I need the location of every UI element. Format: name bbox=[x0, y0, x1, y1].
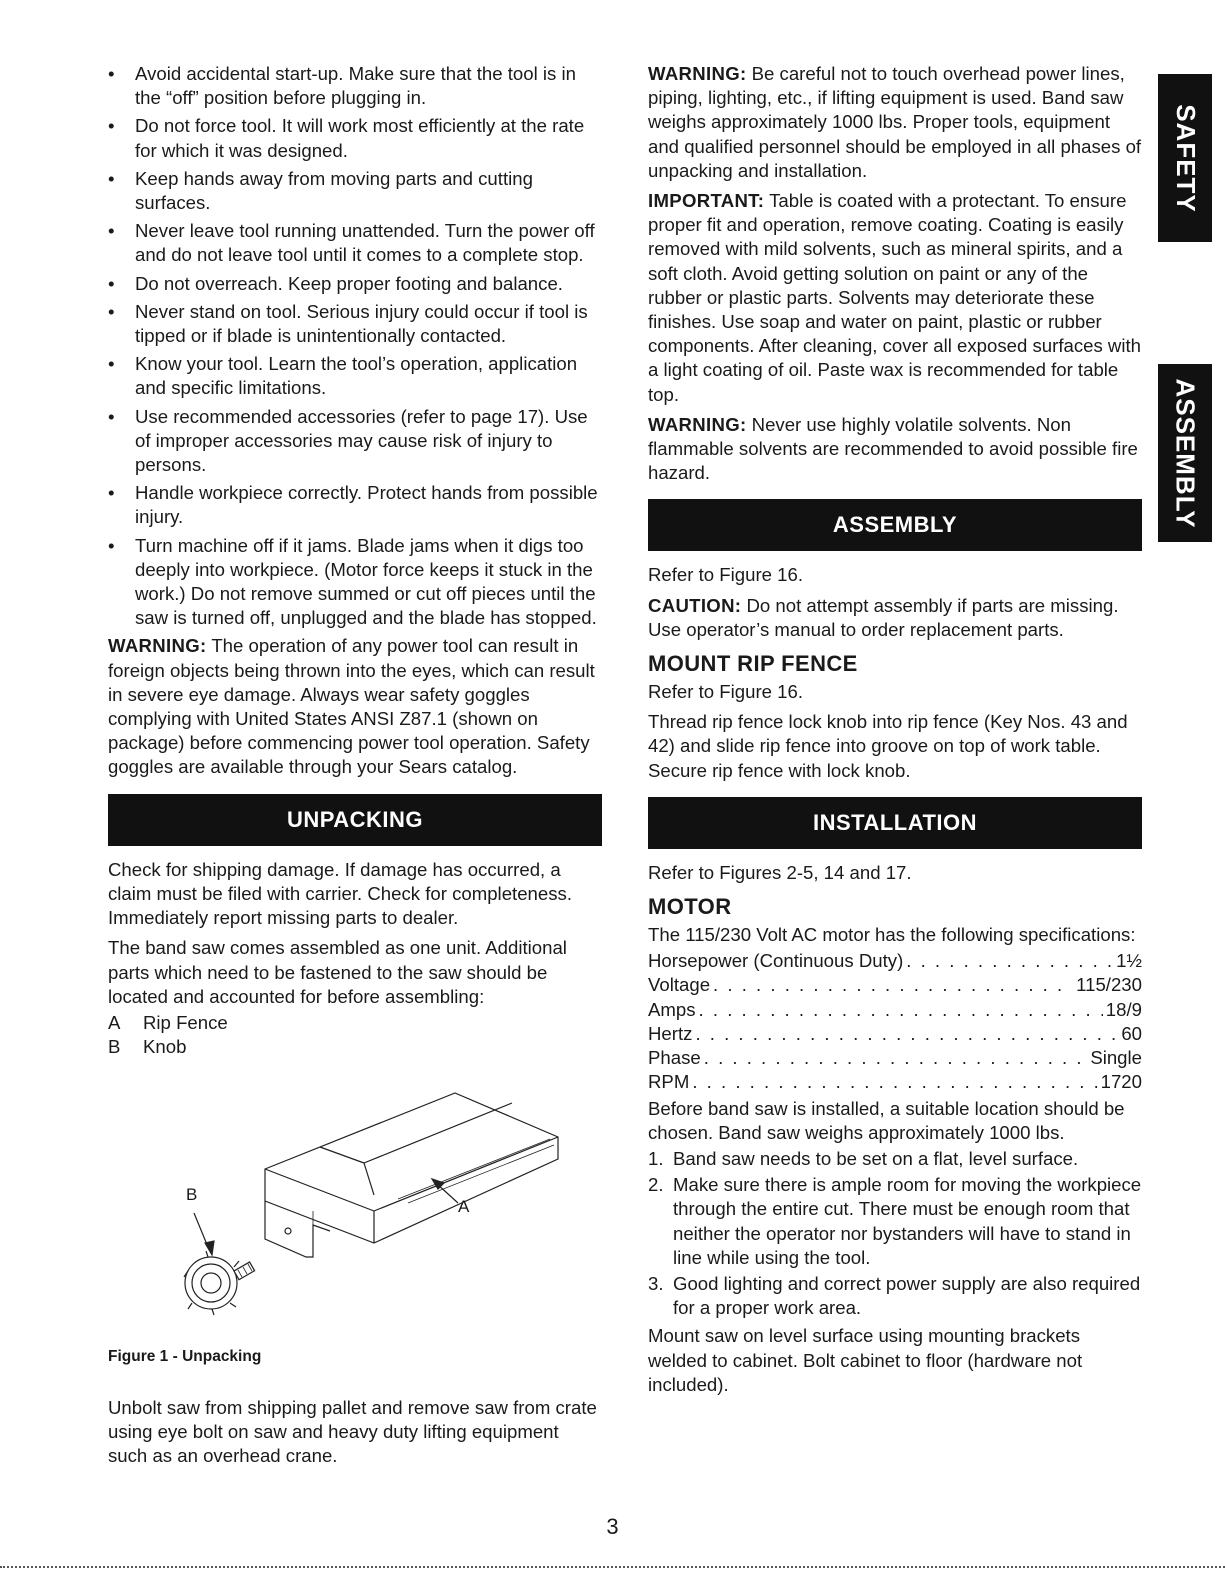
installation-banner: INSTALLATION bbox=[648, 797, 1142, 849]
spec-label: RPM bbox=[648, 1071, 690, 1093]
parts-list bbox=[108, 1011, 602, 1059]
warning-text: The operation of any power tool can result in foreign objects being thrown into the eyes, which can result in severe eye damage. Always wear safety goggles complying with United States ANSI Z87.1 (shown on package) before commencing power tool operation. Safety goggles are available through your Sears catalog. bbox=[108, 635, 595, 778]
step-number: 2. bbox=[648, 1174, 664, 1196]
warning-label: WARNING: bbox=[648, 63, 747, 84]
part-name: Rip Fence bbox=[143, 1011, 228, 1033]
warning-text: Never use highly volatile solvents. Non flammable solvents are recommended to avoid possible fire hazard. bbox=[648, 413, 1138, 484]
list-item bbox=[648, 1147, 1142, 1171]
side-tab-label: ASSEMBLY bbox=[1170, 377, 1201, 529]
list-item bbox=[648, 1173, 1142, 1270]
side-tab-label: SAFETY bbox=[1170, 103, 1201, 213]
installation-reference: Refer to Figures 2-5, 14 and 17. bbox=[648, 861, 912, 883]
callout-b: B bbox=[186, 1185, 198, 1205]
step-text: Make sure there is ample room for moving the workpiece through the entire cut. There must be enough room that neither the operator nor bystanders will have to stand in line while using the tool. bbox=[673, 1174, 1142, 1268]
caution-text: Do not attempt assembly if parts are missing. Use operator’s manual to order replacement parts. bbox=[648, 594, 1119, 640]
spec-row bbox=[648, 1046, 1142, 1070]
callout-a: A bbox=[458, 1197, 470, 1217]
spec-row bbox=[648, 1022, 1142, 1046]
list-item: • Keep hands away from moving parts and cutting surfaces. bbox=[108, 167, 602, 215]
spec-value: 1720 bbox=[1100, 1071, 1142, 1093]
important-paragraph bbox=[648, 189, 1142, 407]
spec-value: 60 bbox=[1121, 1022, 1142, 1044]
unbolt-paragraph: Unbolt saw from shipping pallet and remove saw from crate using eye bolt on saw and heavy duty lifting equipment such as an overhead crane. bbox=[108, 1396, 597, 1466]
unpacking-paragraph: Check for shipping damage. If damage has occurred, a claim must be filed with carrier. Check for completeness. Immediately report missing parts to dealer. bbox=[108, 858, 572, 929]
spec-value: 1½ bbox=[1116, 950, 1142, 972]
spec-row bbox=[648, 998, 1142, 1022]
step-text: Band saw needs to be set on a flat, level surface. bbox=[673, 1147, 1079, 1169]
unpacking-paragraph-2: The band saw comes assembled as one unit. Additional parts which need to be fastened to the saw should be located and accounted for before assembling: bbox=[108, 937, 567, 1007]
step-text: Good lighting and correct power supply are also required for a proper work area. bbox=[673, 1272, 1141, 1319]
important-text: Table is coated with a protectant. To ensure proper fit and operation, remove coating. Coating is easily removed with mild solvents, such as mineral spirits, and a soft cloth. Avoid getting solution on paint or any of the rubber or plastic parts. Solvents may deteriorate these finishes. Use soap and water on paint, plastic or rubber components. After cleaning, cover all exposed surfaces with a light coating of oil. Paste wax is recommended for table top. bbox=[648, 190, 1141, 405]
mount-saw-paragraph: Mount saw on level surface using mounting brackets welded to cabinet. Bolt cabinet to floor (hardware not included). bbox=[648, 1325, 1083, 1395]
page-number: 3 bbox=[606, 1514, 619, 1539]
spec-label: Horsepower (Continuous Duty) bbox=[648, 950, 904, 972]
list-item: • Do not force tool. It will work most efficiently at the rate for which it was designed. bbox=[108, 114, 602, 162]
page-bottom-divider bbox=[0, 1566, 1225, 1568]
spec-row bbox=[648, 973, 1142, 997]
motor-specs bbox=[648, 949, 1142, 1094]
list-item bbox=[108, 1011, 602, 1035]
spec-label: Phase bbox=[648, 1047, 701, 1069]
spec-label: Hertz bbox=[648, 1022, 693, 1044]
list-item: • Use recommended accessories (refer to page 17). Use of improper accessories may cause risk of injury to persons. bbox=[108, 405, 602, 478]
leader-dots bbox=[695, 1022, 1118, 1046]
knob-icon bbox=[184, 1251, 255, 1315]
leader-dots bbox=[713, 973, 1073, 997]
part-name: Knob bbox=[143, 1036, 187, 1058]
list-item: • Never stand on tool. Serious injury could occur if tool is tipped or if blade is unintentionally contacted. bbox=[108, 300, 602, 348]
warning-label: WARNING: bbox=[108, 635, 207, 657]
caution-paragraph bbox=[648, 594, 1142, 642]
important-label: IMPORTANT: bbox=[648, 190, 765, 212]
side-tab-safety bbox=[1158, 74, 1212, 242]
caution-label: CAUTION: bbox=[648, 594, 742, 616]
list-item: • Never leave tool running unattended. Turn the power off and do not leave tool until it comes to a complete stop. bbox=[108, 219, 602, 267]
motor-intro: The 115/230 Volt AC motor has the following specifications: bbox=[648, 924, 1136, 946]
rip-fence-and-knob-illustration bbox=[108, 1071, 602, 1341]
right-column bbox=[648, 62, 1142, 1403]
left-column bbox=[108, 62, 602, 1474]
part-key: B bbox=[108, 1036, 121, 1058]
warning-label: WARNING: bbox=[648, 413, 747, 435]
step-number: 3. bbox=[648, 1272, 664, 1294]
lifting-warning-paragraph bbox=[648, 62, 1142, 183]
eye-warning-paragraph bbox=[108, 634, 602, 779]
leader-dots bbox=[699, 998, 1103, 1022]
list-item bbox=[648, 1272, 1142, 1320]
spec-label: Voltage bbox=[648, 974, 711, 996]
list-item: • Turn machine off if it jams. Blade jams when it digs too deeply into workpiece. (Motor force keeps it stuck in the work.) Do not remove summed or cut off pieces until the saw is turned off, unplugged and the blade has stopped. bbox=[108, 534, 602, 631]
mount-rip-fence-heading: MOUNT RIP FENCE bbox=[648, 651, 858, 677]
safety-rules-list bbox=[108, 62, 602, 630]
mount-reference: Refer to Figure 16. bbox=[648, 681, 804, 703]
motor-heading: MOTOR bbox=[648, 894, 732, 920]
spec-row bbox=[648, 949, 1142, 973]
spec-value: 115/230 bbox=[1076, 974, 1142, 996]
list-item bbox=[108, 1035, 602, 1059]
figure-caption: Figure 1 - Unpacking bbox=[108, 1348, 262, 1366]
spec-value: 18/9 bbox=[1105, 998, 1142, 1020]
list-item: • Do not overreach. Keep proper footing and balance. bbox=[108, 272, 602, 296]
unpacking-figure bbox=[108, 1071, 602, 1341]
solvent-warning-paragraph bbox=[648, 413, 1142, 486]
leader-dots bbox=[906, 949, 1113, 973]
step-number: 1. bbox=[648, 1147, 664, 1169]
leader-dots bbox=[704, 1046, 1088, 1070]
location-paragraph: Before band saw is installed, a suitable location should be chosen. Band saw weighs approximately 1000 lbs. bbox=[648, 1097, 1125, 1143]
spec-value: Single bbox=[1090, 1047, 1142, 1069]
unpacking-banner: UNPACKING bbox=[108, 794, 602, 846]
warning-text: Be careful not to touch overhead power lines, piping, lighting, etc., if lifting equipment is used. Band saw weighs approximately 1000 lbs. Proper tools, equipment and qualified personnel should be employed in all phases of unpacking and installation. bbox=[648, 63, 1142, 181]
assembly-reference: Refer to Figure 16. bbox=[648, 564, 804, 586]
assembly-banner: ASSEMBLY bbox=[648, 499, 1142, 551]
list-item: • Handle workpiece correctly. Protect hands from possible injury. bbox=[108, 481, 602, 529]
mount-instructions: Thread rip fence lock knob into rip fence (Key Nos. 43 and 42) and slide rip fence into groove on top of work table. Secure rip fence with lock knob. bbox=[648, 711, 1128, 781]
spec-label: Amps bbox=[648, 998, 696, 1020]
list-item: • Know your tool. Learn the tool’s operation, application and specific limitations. bbox=[108, 352, 602, 400]
part-key: A bbox=[108, 1011, 121, 1033]
list-item: • Avoid accidental start-up. Make sure that the tool is in the “off” position before plugging in. bbox=[108, 62, 602, 110]
spec-row bbox=[648, 1070, 1142, 1094]
leader-dots bbox=[692, 1070, 1097, 1094]
side-tab-assembly bbox=[1158, 364, 1212, 542]
location-steps bbox=[648, 1147, 1142, 1320]
